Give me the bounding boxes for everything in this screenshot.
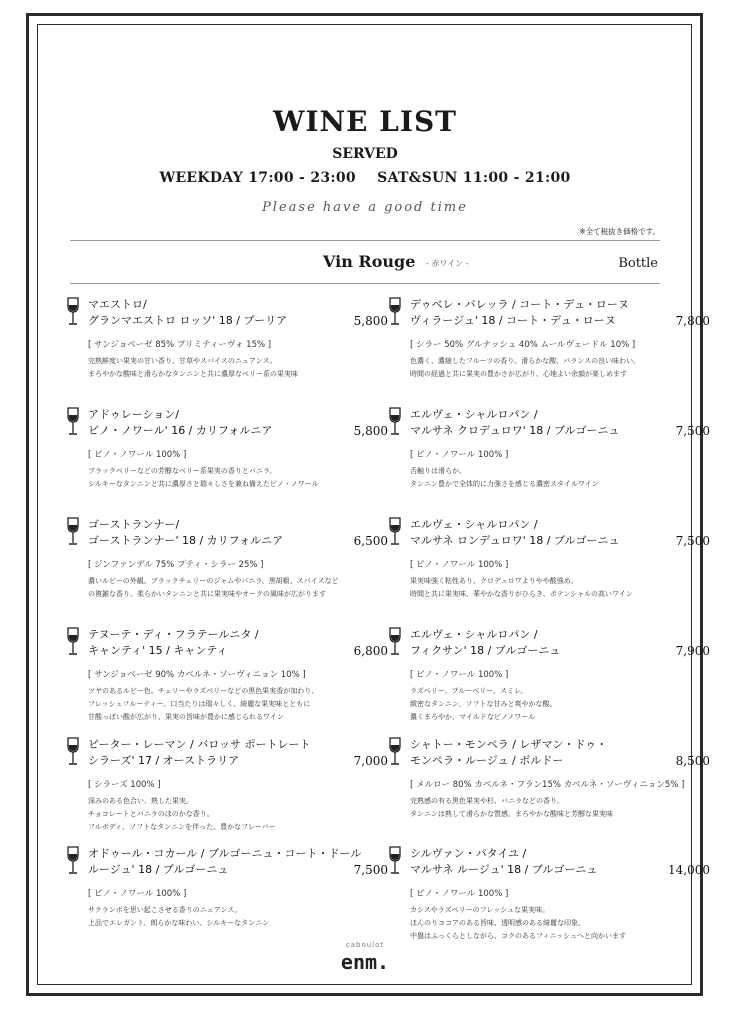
wine-name: モンペラ・ルージュ / ボルドー xyxy=(410,754,564,767)
wine-description: 緻密なタンニン、ソフトな甘みと爽やかな酸。 xyxy=(410,700,557,708)
tax-note: ※全て税抜き価格です。 xyxy=(579,227,660,236)
wine-producer: マエストロ/ xyxy=(88,298,147,311)
wine-glass-icon xyxy=(388,846,402,876)
wine-producer: ゴーストランナー/ xyxy=(88,518,180,531)
wine-grapes: [ ピノ・ノワール 100% ] xyxy=(88,450,187,460)
wine-description: 時間と共に果実味、華やかな香りがひらき、ポテンシャルの高いワイン xyxy=(410,590,633,598)
wine-price: 5,800 xyxy=(353,424,388,438)
wine-description: シルキーなタンニンと共に濃厚さと瑞々しさを兼ね備えたピノ・ノワール xyxy=(88,480,319,488)
wine-glass-icon xyxy=(388,737,402,767)
wine-name: マルサネ ロンデュロワ' 18 / ブルゴーニュ xyxy=(410,534,620,547)
wine-grapes: [ サンジョベーゼ 85% プリミティーヴォ 15% ] xyxy=(88,340,272,350)
wine-description: フルボディ、ソフトなタンニンを伴った、豊かなフレーバー xyxy=(88,823,276,831)
wine-producer: エルヴェ・シャルロパン / xyxy=(410,408,538,421)
wine-glass-icon xyxy=(388,517,402,547)
wine-grapes: [ ピノ・ノワール 100% ] xyxy=(410,450,509,460)
divider-top xyxy=(70,240,660,241)
wine-item xyxy=(410,627,710,724)
wine-glass-icon xyxy=(66,846,80,876)
wine-name: グランマエストロ ロッソ' 18 / プーリア xyxy=(88,314,288,327)
wine-glass-icon xyxy=(66,407,80,437)
wine-price: 7,500 xyxy=(353,863,388,877)
wine-grapes: [ ピノ・ノワール 100% ] xyxy=(410,560,509,570)
wine-price: 7,900 xyxy=(675,644,710,658)
wine-glass-icon xyxy=(66,297,80,327)
wine-description: カシスやラズベリーのフレッシュな果実味。 xyxy=(410,906,550,914)
wine-producer: デゥベレ・バレッラ / コート・デュ・ローヌ xyxy=(410,298,629,311)
wine-name: ルージュ' 18 / ブルゴーニュ xyxy=(88,863,229,876)
wine-description: ラズベリー、ブルーベリー、スミレ。 xyxy=(410,687,528,695)
inner-border xyxy=(37,24,692,985)
wine-item xyxy=(88,517,388,601)
wine-grapes: [ サンジョベーゼ 90% カベルネ・ソーヴィニョン 10% ] xyxy=(88,670,306,680)
wine-description: タンニン豊かで全体的に力強さを感じる濃密スタイルワイン xyxy=(410,480,599,488)
wine-description: ブラックベリーなどの芳醇なベリー系果実の香りとバニラ。 xyxy=(88,467,277,475)
wine-description: 中盤はふっくらとしながら、コクのあるフィニッシュへと向かいます xyxy=(410,932,627,940)
section-subtitle: - 赤ワイン - xyxy=(426,259,469,268)
wine-name: マルサネ ルージュ' 18 / ブルゴーニュ xyxy=(410,863,598,876)
wine-grapes: [ ピノ・ノワール 100% ] xyxy=(410,889,509,899)
wine-name: シラーズ' 17 / オーストラリア xyxy=(88,754,240,767)
wine-producer: エルヴェ・シャルロパン / xyxy=(410,628,538,641)
wine-description: 舌触りは滑らか、 xyxy=(410,467,466,475)
wine-item xyxy=(410,846,710,943)
wine-glass-icon xyxy=(388,627,402,657)
wine-grapes: [ ジンファンデル 75% プティ・シラー 25% ] xyxy=(88,560,264,570)
wine-item xyxy=(88,627,388,724)
wine-item xyxy=(88,737,388,834)
wine-item xyxy=(410,517,710,601)
wine-description: ツヤのあるルビー色。チェリーやラズベリーなどの黒色果実香が加わり、 xyxy=(88,687,319,695)
tagline-script: Please have a good time xyxy=(262,200,468,215)
wine-price: 5,800 xyxy=(353,314,388,328)
wine-name: キャンティ' 15 / キャンティ xyxy=(88,644,228,657)
wine-description: 濃くまろやか、マイルドなピノノワール xyxy=(410,713,536,721)
wine-grapes: [ シラー 50% グルナッシュ 40% ムールヴェードル 10% ] xyxy=(410,340,636,350)
served-label: SERVED xyxy=(332,146,398,162)
wine-glass-icon xyxy=(388,407,402,437)
wine-producer: テヌーテ・ディ・フラテールニタ / xyxy=(88,628,259,641)
wine-name: ピノ・ノワール' 16 / カリフォルニア xyxy=(88,424,273,437)
wine-price: 7,500 xyxy=(675,424,710,438)
wine-item xyxy=(88,407,388,491)
wine-item xyxy=(88,297,388,381)
brand-logo: enm. xyxy=(340,950,390,974)
wine-description: フレッシュフルーティー。口当たりは瑞々しく、綺麗な果実味とともに xyxy=(88,700,311,708)
wine-item xyxy=(410,297,710,381)
wine-description: 色濃く、濃縮したフルーツの香り。滑らかな酸、バランスの良い味わい。 xyxy=(410,357,641,365)
section-title: Vin Rouge xyxy=(323,252,416,271)
wine-glass-icon xyxy=(66,737,80,767)
wine-producer: エルヴェ・シャルロパン / xyxy=(410,518,538,531)
wine-glass-icon xyxy=(388,297,402,327)
wine-glass-icon xyxy=(66,627,80,657)
wine-description: 深みのある色合い、熟した果実。 xyxy=(88,797,193,805)
wine-price: 14,000 xyxy=(668,863,710,877)
weekday-hours: WEEKDAY 17:00 - 23:00 xyxy=(159,170,356,186)
wine-glass-icon xyxy=(66,517,80,547)
logo-small-text: caboulot xyxy=(345,941,385,949)
wine-grapes: [ メルロー 80% カベルネ・フラン15% カベルネ・ソーヴィニョン5% ] xyxy=(410,780,685,790)
wine-description: 甘酸っぱい酸が広がり、果実の旨味が豊かに感じられるワイン xyxy=(88,713,284,721)
wine-description: タンニンは熟して滑らかな質感。まろやかな酸味と芳醇な果実味 xyxy=(410,810,613,818)
wine-name: マルサネ クロデュロワ' 18 / ブルゴーニュ xyxy=(410,424,620,437)
wine-item xyxy=(88,846,388,930)
wine-grapes: [ ピノ・ノワール 100% ] xyxy=(410,670,509,680)
wine-description: 上品でエレガント、朗らかな味わい、シルキーなタンニン xyxy=(88,919,270,927)
wine-description: チョコレートとバニラのほのかな香り。 xyxy=(88,810,214,818)
wine-producer: アドゥレーション/ xyxy=(88,408,179,421)
wine-item xyxy=(410,407,710,491)
wine-name: フィクサン' 18 / ブルゴーニュ xyxy=(410,644,561,657)
divider-section xyxy=(70,283,660,284)
wine-producer: シルヴァン・パタイユ / xyxy=(410,847,527,860)
wine-price: 7,500 xyxy=(675,534,710,548)
wine-price: 6,500 xyxy=(353,534,388,548)
wine-description: まろやかな酸味と滑らかなタンニンと共に濃厚なベリー系の果実味 xyxy=(88,370,298,378)
wine-producer: ピーター・レーマン / バロッサ ポートレート xyxy=(88,738,311,751)
wine-description: 果実味強く粘性あり、クロデュロワよりやや酸強め。 xyxy=(410,577,578,585)
opening-hours xyxy=(0,170,730,186)
wine-name: ゴーストランナー' 18 / カリフォルニア xyxy=(88,534,284,547)
wine-grapes: [ シラーズ 100% ] xyxy=(88,780,161,790)
wine-description: ほんのりココアのある旨味、透明感のある綺麗な印象。 xyxy=(410,919,585,927)
wine-name: ヴィラージュ' 18 / コート・デュ・ローヌ xyxy=(410,314,616,327)
wine-producer: オドゥール・コカール / ブルゴーニュ・コート・ドール xyxy=(88,847,362,860)
wine-description: 完熟感の有る黒色果実や杉、バニラなどの香り。 xyxy=(410,797,564,805)
wine-description: の複雑な香り。柔らかいタンニンと共に果実味やオークの風味が広がります xyxy=(88,590,326,598)
wine-grapes: [ ピノ・ノワール 100% ] xyxy=(88,889,187,899)
wine-price: 7,800 xyxy=(675,314,710,328)
wine-description: サクランボを思い起こさせる香りのニュアンス。 xyxy=(88,906,242,914)
wine-description: 完熟鮮度い果実の甘い香り、甘草やスパイスのニュアンス。 xyxy=(88,357,277,365)
wine-price: 6,800 xyxy=(353,644,388,658)
bottle-header: Bottle xyxy=(618,256,658,271)
weekend-hours: SAT&SUN 11:00 - 21:00 xyxy=(377,170,571,186)
wine-producer: シャトー・モンペラ / レザマン・ドゥ・ xyxy=(410,738,608,751)
wine-price: 8,500 xyxy=(675,754,710,768)
wine-description: 濃いルビーの外観。ブラックチェリーのジャムやバニラ、黒胡椒、スパイスなど xyxy=(88,577,339,585)
wine-price: 7,000 xyxy=(353,754,388,768)
page-title: WINE LIST xyxy=(272,105,458,138)
wine-description: 時間の経過と共に果実の豊かさが広がり、心地よい余韻が楽しめます xyxy=(410,370,627,378)
wine-item xyxy=(410,737,710,821)
